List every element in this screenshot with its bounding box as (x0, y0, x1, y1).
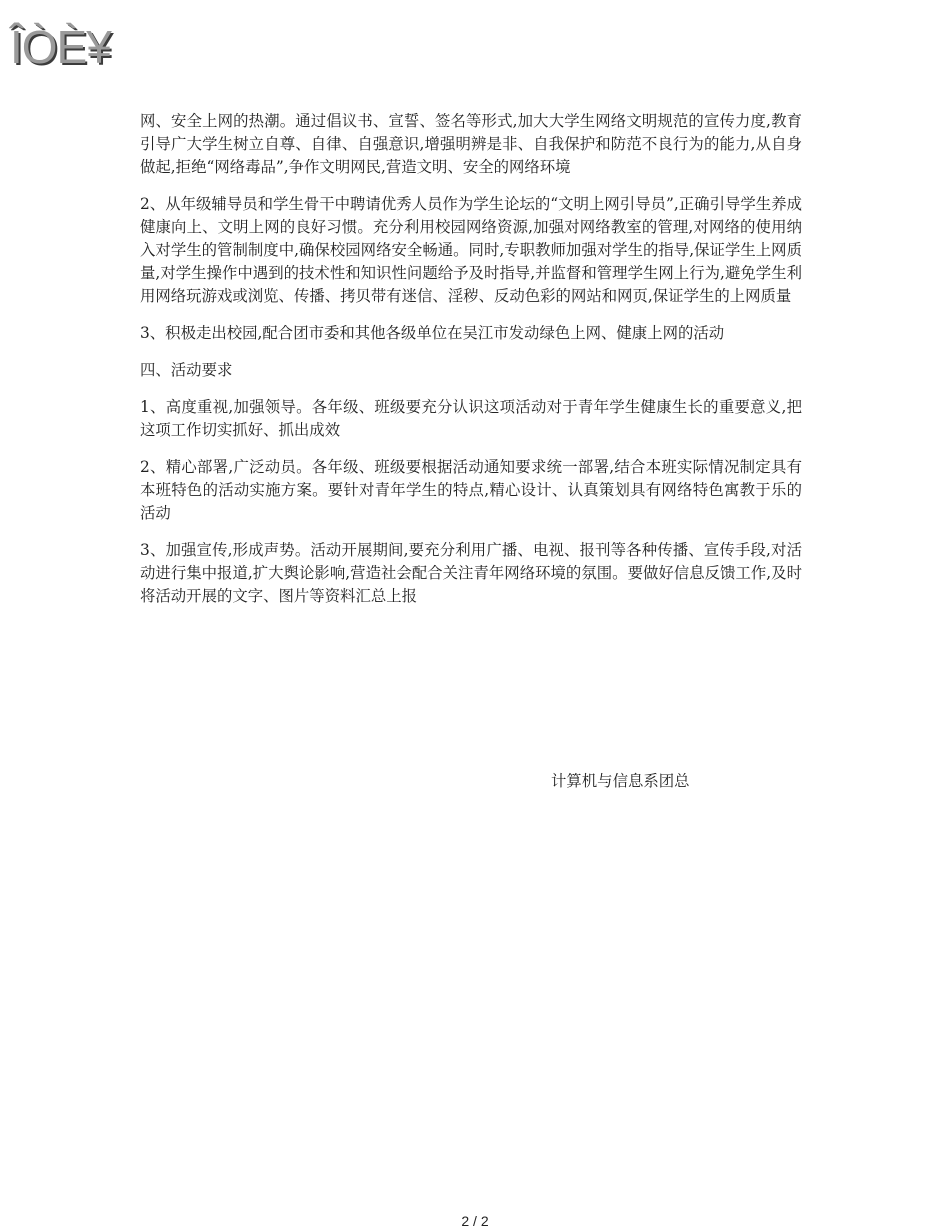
paragraph-requirement-3: 3、加强宣传,形成声势。活动开展期间,要充分利用广播、电视、报刊等各种传播、宣传手段,对活动进行集中报道,扩大舆论影响,营造社会配合关注青年网络环境的氛围。要做好信息反馈工作,及时将活动开展的文字、图片等资料汇总上报 (140, 541, 802, 605)
watermark-logo: ÎÒÈ¥ (10, 21, 111, 73)
paragraph-intro-continued: 网、安全上网的热潮。通过倡议书、宣誓、签名等形式,加大大学生网络文明规范的宣传力度,教育引导广大学生树立自尊、自律、自强意识,增强明辨是非、自我保护和防范不良行为的能力,从自身做起,拒绝“网络毒品”,争作文明网民,营造文明、安全的网络环境 (140, 112, 802, 176)
page-number: 2 / 2 (461, 1213, 489, 1229)
section-heading-requirements: 四、活动要求 (140, 361, 233, 379)
paragraph-requirement-2: 2、精心部署,广泛动员。各年级、班级要根据活动通知要求统一部署,结合本班实际情况制定具有本班特色的活动实施方案。要针对青年学生的特点,精心设计、认真策划具有网络特色寓教于乐的活动 (140, 458, 802, 522)
paragraph-item-2: 2、从年级辅导员和学生骨干中聘请优秀人员作为学生论坛的“文明上网引导员”,正确引导学生养成健康向上、文明上网的良好习惯。充分利用校园网络资源,加强对网络教室的管理,对网络的使用纳入对学生的管制制度中,确保校园网络安全畅通。同时,专职教师加强对学生的指导,保证学生上网质量,对学生操作中遇到的技术性和知识性问题给予及时指导,并监督和管理学生网上行为,避免学生利用网络玩游戏或浏览、传播、拷贝带有迷信、淫秽、反动色彩的网站和网页,保证学生的上网质量 (140, 195, 802, 305)
signature-line: 计算机与信息系团总 (551, 772, 690, 790)
paragraph-item-3: 3、积极走出校园,配合团市委和其他各级单位在吴江市发动绿色上网、健康上网的活动 (140, 324, 725, 342)
document-body (140, 110, 802, 622)
paragraph-requirement-1: 1、高度重视,加强领导。各年级、班级要充分认识这项活动对于青年学生健康生长的重要意义,把这项工作切实抓好、抓出成效 (140, 398, 802, 439)
